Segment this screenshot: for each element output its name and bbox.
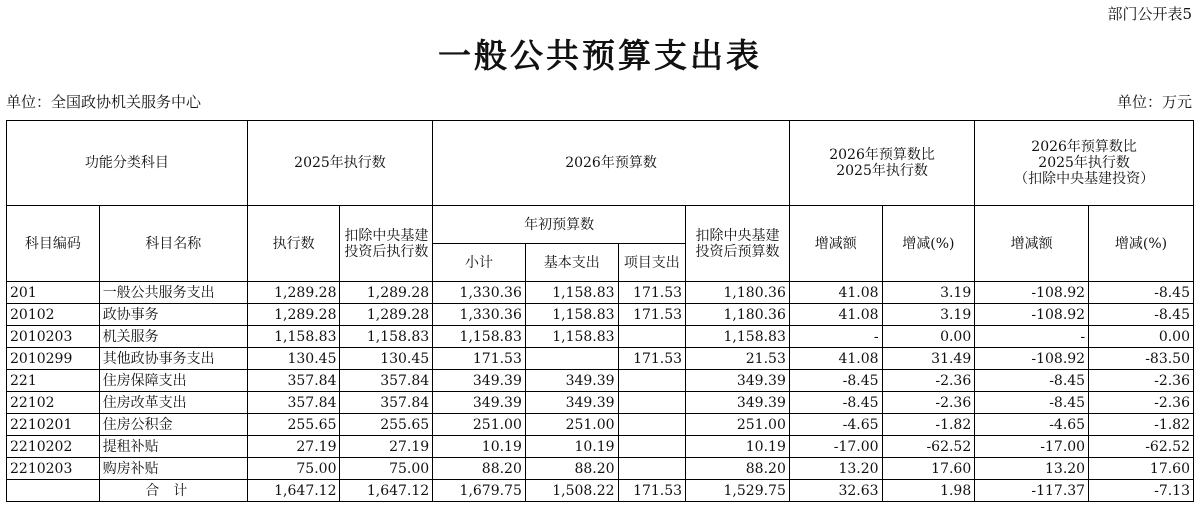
row-change-pct: 3.19 bbox=[882, 304, 975, 326]
row-change-pct-excl: -8.45 bbox=[1089, 304, 1194, 326]
header-compare-excl-line2: 2025年执行数 bbox=[1038, 155, 1130, 171]
row-change-amount: -8.45 bbox=[789, 370, 882, 392]
row-budget-excl: 349.39 bbox=[686, 370, 790, 392]
row-change-amount-excl: - bbox=[975, 326, 1089, 348]
total-change-pct-excl: -7.13 bbox=[1089, 480, 1194, 502]
row-basic: 88.20 bbox=[525, 458, 618, 480]
row-change-amount-excl: -8.45 bbox=[975, 370, 1089, 392]
row-subtotal: 1,330.36 bbox=[433, 304, 526, 326]
row-code: 221 bbox=[7, 370, 100, 392]
row-subtotal: 1,158.83 bbox=[433, 326, 526, 348]
header-exec-2025: 2025年执行数 bbox=[247, 121, 432, 206]
table-row bbox=[7, 414, 1194, 436]
row-change-pct-excl: -83.50 bbox=[1089, 348, 1194, 370]
header-compare-excl-line1: 2026年预算数比 bbox=[1031, 139, 1137, 155]
row-budget-excl: 1,158.83 bbox=[686, 326, 790, 348]
header-compare-excl-line3: （扣除中央基建投资） bbox=[1014, 171, 1155, 187]
row-exec: 357.84 bbox=[247, 370, 340, 392]
total-exec: 1,647.12 bbox=[247, 480, 340, 502]
table-row bbox=[7, 392, 1194, 414]
row-name: 住房保障支出 bbox=[99, 370, 247, 392]
row-project: 171.53 bbox=[618, 282, 686, 304]
row-change-pct: -2.36 bbox=[882, 392, 975, 414]
row-subtotal: 10.19 bbox=[433, 436, 526, 458]
row-change-amount: -4.65 bbox=[789, 414, 882, 436]
table-row bbox=[7, 458, 1194, 480]
total-subtotal: 1,679.75 bbox=[433, 480, 526, 502]
row-budget-excl: 21.53 bbox=[686, 348, 790, 370]
budget-expenditure-table bbox=[6, 120, 1194, 502]
row-exec-excl: 27.19 bbox=[340, 436, 433, 458]
row-change-pct: 17.60 bbox=[882, 458, 975, 480]
header-basic: 基本支出 bbox=[525, 244, 618, 282]
header-change-pct-excl: 增减(%) bbox=[1089, 206, 1194, 282]
row-basic: 349.39 bbox=[525, 392, 618, 414]
row-project bbox=[618, 326, 686, 348]
table-row bbox=[7, 326, 1194, 348]
row-change-pct: 31.49 bbox=[882, 348, 975, 370]
row-subtotal: 88.20 bbox=[433, 458, 526, 480]
row-change-pct-excl: -2.36 bbox=[1089, 370, 1194, 392]
row-budget-excl: 1,180.36 bbox=[686, 304, 790, 326]
table-row bbox=[7, 282, 1194, 304]
row-subtotal: 251.00 bbox=[433, 414, 526, 436]
row-project bbox=[618, 392, 686, 414]
total-project: 171.53 bbox=[618, 480, 686, 502]
header-subtotal: 小计 bbox=[433, 244, 526, 282]
row-project bbox=[618, 458, 686, 480]
row-code: 2210201 bbox=[7, 414, 100, 436]
row-exec: 1,289.28 bbox=[247, 282, 340, 304]
row-exec: 27.19 bbox=[247, 436, 340, 458]
row-budget-excl: 10.19 bbox=[686, 436, 790, 458]
row-change-pct-excl: 17.60 bbox=[1089, 458, 1194, 480]
header-project: 项目支出 bbox=[618, 244, 686, 282]
row-basic: 1,158.83 bbox=[525, 326, 618, 348]
row-change-amount-excl: -108.92 bbox=[975, 304, 1089, 326]
row-exec-excl: 357.84 bbox=[340, 370, 433, 392]
row-name: 政协事务 bbox=[99, 304, 247, 326]
row-change-pct-excl: -62.52 bbox=[1089, 436, 1194, 458]
header-row-2 bbox=[7, 206, 1194, 244]
row-code: 201 bbox=[7, 282, 100, 304]
header-initial-budget: 年初预算数 bbox=[433, 206, 686, 244]
row-subtotal: 349.39 bbox=[433, 370, 526, 392]
row-change-pct-excl: -8.45 bbox=[1089, 282, 1194, 304]
row-change-amount: 13.20 bbox=[789, 458, 882, 480]
row-code: 2210203 bbox=[7, 458, 100, 480]
header-exec-excl: 扣除中央基建投资后执行数 bbox=[340, 206, 433, 282]
header-compare-excl bbox=[975, 121, 1194, 206]
row-change-pct: 3.19 bbox=[882, 282, 975, 304]
row-change-pct: 0.00 bbox=[882, 326, 975, 348]
row-exec: 1,158.83 bbox=[247, 326, 340, 348]
total-label: 合计 bbox=[99, 480, 247, 502]
row-change-pct-excl: -1.82 bbox=[1089, 414, 1194, 436]
row-budget-excl: 251.00 bbox=[686, 414, 790, 436]
header-code: 科目编码 bbox=[7, 206, 100, 282]
row-change-amount: 41.08 bbox=[789, 348, 882, 370]
total-budget-excl: 1,529.75 bbox=[686, 480, 790, 502]
header-compare-exec bbox=[789, 121, 974, 206]
row-exec-excl: 75.00 bbox=[340, 458, 433, 480]
row-change-amount-excl: -8.45 bbox=[975, 392, 1089, 414]
total-change-amount: 32.63 bbox=[789, 480, 882, 502]
row-change-amount: -8.45 bbox=[789, 392, 882, 414]
header-budget-excl: 扣除中央基建投资后预算数 bbox=[686, 206, 790, 282]
unit-organization: 单位：全国政协机关服务中心 bbox=[6, 93, 202, 111]
header-compare-exec-line1: 2026年预算数比 bbox=[829, 147, 935, 163]
row-change-pct-excl: -2.36 bbox=[1089, 392, 1194, 414]
total-change-pct: 1.98 bbox=[882, 480, 975, 502]
row-basic: 349.39 bbox=[525, 370, 618, 392]
row-change-amount-excl: 13.20 bbox=[975, 458, 1089, 480]
row-code: 2010299 bbox=[7, 348, 100, 370]
form-number: 部门公开表5 bbox=[1107, 5, 1192, 23]
row-subtotal: 349.39 bbox=[433, 392, 526, 414]
header-budget-2026: 2026年预算数 bbox=[433, 121, 790, 206]
row-change-amount-excl: -108.92 bbox=[975, 348, 1089, 370]
row-project: 171.53 bbox=[618, 304, 686, 326]
row-exec-excl: 1,289.28 bbox=[340, 282, 433, 304]
row-project: 171.53 bbox=[618, 348, 686, 370]
table-row bbox=[7, 436, 1194, 458]
row-exec-excl: 255.65 bbox=[340, 414, 433, 436]
row-project bbox=[618, 436, 686, 458]
row-change-pct: -2.36 bbox=[882, 370, 975, 392]
table-row bbox=[7, 348, 1194, 370]
total-code-empty bbox=[7, 480, 100, 502]
total-basic: 1,508.22 bbox=[525, 480, 618, 502]
row-exec: 357.84 bbox=[247, 392, 340, 414]
table-row bbox=[7, 304, 1194, 326]
row-code: 2210202 bbox=[7, 436, 100, 458]
row-name: 其他政协事务支出 bbox=[99, 348, 247, 370]
row-subtotal: 171.53 bbox=[433, 348, 526, 370]
row-basic: 1,158.83 bbox=[525, 282, 618, 304]
header-change-amount-excl: 增减额 bbox=[975, 206, 1089, 282]
header-change-amount: 增减额 bbox=[789, 206, 882, 282]
row-name: 机关服务 bbox=[99, 326, 247, 348]
row-basic: 10.19 bbox=[525, 436, 618, 458]
row-exec: 1,289.28 bbox=[247, 304, 340, 326]
row-change-amount: 41.08 bbox=[789, 304, 882, 326]
row-exec-excl: 130.45 bbox=[340, 348, 433, 370]
row-name: 一般公共服务支出 bbox=[99, 282, 247, 304]
row-name: 住房改革支出 bbox=[99, 392, 247, 414]
row-name: 住房公积金 bbox=[99, 414, 247, 436]
row-change-amount: -17.00 bbox=[789, 436, 882, 458]
header-name: 科目名称 bbox=[99, 206, 247, 282]
header-change-pct: 增减(%) bbox=[882, 206, 975, 282]
row-exec: 75.00 bbox=[247, 458, 340, 480]
row-change-amount: - bbox=[789, 326, 882, 348]
row-basic: 1,158.83 bbox=[525, 304, 618, 326]
row-name: 提租补贴 bbox=[99, 436, 247, 458]
row-code: 2010203 bbox=[7, 326, 100, 348]
row-code: 20102 bbox=[7, 304, 100, 326]
row-change-amount-excl: -4.65 bbox=[975, 414, 1089, 436]
row-change-amount: 41.08 bbox=[789, 282, 882, 304]
row-exec: 130.45 bbox=[247, 348, 340, 370]
header-row-1 bbox=[7, 121, 1194, 206]
row-change-pct: -62.52 bbox=[882, 436, 975, 458]
row-name: 购房补贴 bbox=[99, 458, 247, 480]
page-title: 一般公共预算支出表 bbox=[438, 36, 762, 75]
header-exec-amount: 执行数 bbox=[247, 206, 340, 282]
header-func-class: 功能分类科目 bbox=[7, 121, 248, 206]
row-basic bbox=[525, 348, 618, 370]
row-exec-excl: 357.84 bbox=[340, 392, 433, 414]
row-change-pct-excl: 0.00 bbox=[1089, 326, 1194, 348]
row-subtotal: 1,330.36 bbox=[433, 282, 526, 304]
row-budget-excl: 1,180.36 bbox=[686, 282, 790, 304]
row-change-amount-excl: -17.00 bbox=[975, 436, 1089, 458]
header-compare-exec-line2: 2025年执行数 bbox=[836, 163, 928, 179]
row-exec: 255.65 bbox=[247, 414, 340, 436]
row-budget-excl: 88.20 bbox=[686, 458, 790, 480]
row-budget-excl: 349.39 bbox=[686, 392, 790, 414]
row-change-pct: -1.82 bbox=[882, 414, 975, 436]
row-basic: 251.00 bbox=[525, 414, 618, 436]
row-change-amount-excl: -108.92 bbox=[975, 282, 1089, 304]
row-exec-excl: 1,158.83 bbox=[340, 326, 433, 348]
row-exec-excl: 1,289.28 bbox=[340, 304, 433, 326]
row-project bbox=[618, 414, 686, 436]
total-row bbox=[7, 480, 1194, 502]
row-project bbox=[618, 370, 686, 392]
total-change-amount-excl: -117.37 bbox=[975, 480, 1089, 502]
row-code: 22102 bbox=[7, 392, 100, 414]
table-row bbox=[7, 370, 1194, 392]
total-exec-excl: 1,647.12 bbox=[340, 480, 433, 502]
unit-currency: 单位：万元 bbox=[1116, 93, 1192, 111]
